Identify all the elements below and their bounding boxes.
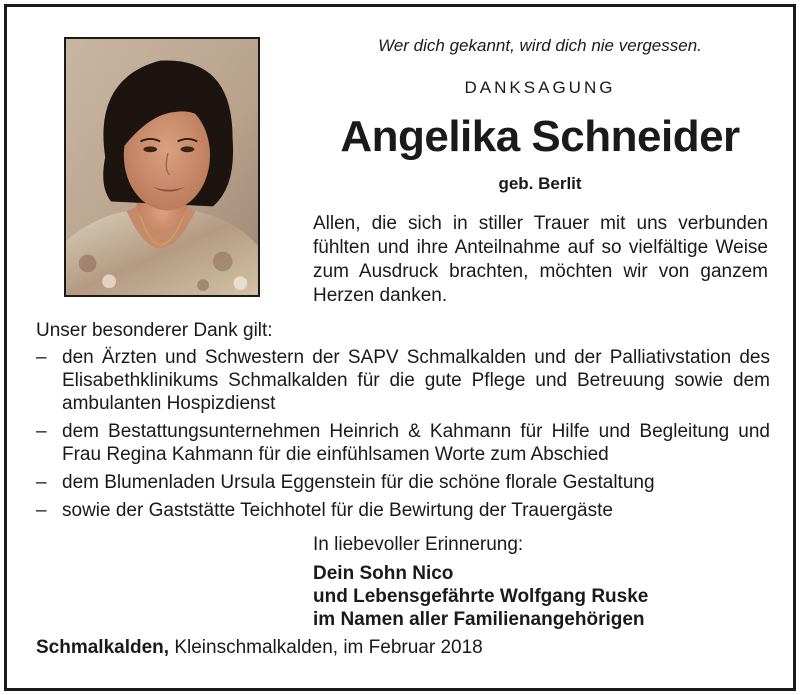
portrait-photo — [64, 37, 260, 297]
motto: Wer dich gekannt, wird dich nie vergessen. — [378, 36, 702, 55]
place-rest: Kleinschmalkalden, im Februar 2018 — [174, 637, 483, 658]
notice-heading: DANKSAGUNG — [464, 78, 616, 97]
list-item — [36, 346, 770, 415]
portrait-image-icon — [66, 39, 258, 295]
list-item — [36, 471, 770, 494]
deceased-name: Angelika Schneider — [340, 112, 740, 161]
dash: – — [36, 472, 47, 493]
list-item-text: sowie der Gaststätte Teichhotel für die Bewirtung der Trauergäste — [62, 500, 613, 521]
memory-line: In liebevoller Erinnerung: — [313, 534, 524, 555]
list-item — [36, 420, 770, 466]
list-item — [36, 499, 770, 522]
signer-line: und Lebensgefährte Wolfgang Ruske — [313, 586, 649, 607]
signer-line: im Namen aller Familienangehörigen — [313, 609, 645, 630]
list-item-text: den Ärzten und Schwestern der SAPV Schmalkalden und der Palliativstation des Elisabethklinikums Schmalkalden für die gute Pflege und Betreuung sowie dem ambulanten Hospizdienst — [62, 347, 770, 414]
thanks-list — [36, 346, 770, 522]
dash: – — [36, 347, 47, 368]
signer-line: Dein Sohn Nico — [313, 563, 454, 584]
list-item-text: dem Blumenladen Ursula Eggenstein für die schöne florale Gestaltung — [62, 472, 655, 493]
list-item-text: dem Bestattungsunternehmen Heinrich & Kahmann für Hilfe und Begleitung und Frau Regina Kahmann für die einfühlsamen Worte zum Abschied — [62, 421, 770, 465]
dash: – — [36, 500, 47, 521]
signers — [313, 562, 648, 631]
intro-paragraph: Allen, die sich in stiller Trauer mit uns verbunden fühlten und ihre Anteilnahme auf so vielfältige Weise zum Ausdruck brachten, möchten wir von ganzem Herzen danken. — [313, 213, 768, 306]
place-date — [36, 637, 483, 659]
dash: – — [36, 421, 47, 442]
place-primary: Schmalkalden, — [36, 637, 170, 658]
birth-name: geb. Berlit — [498, 174, 582, 193]
thanks-heading: Unser besonderer Dank gilt: — [36, 320, 273, 341]
